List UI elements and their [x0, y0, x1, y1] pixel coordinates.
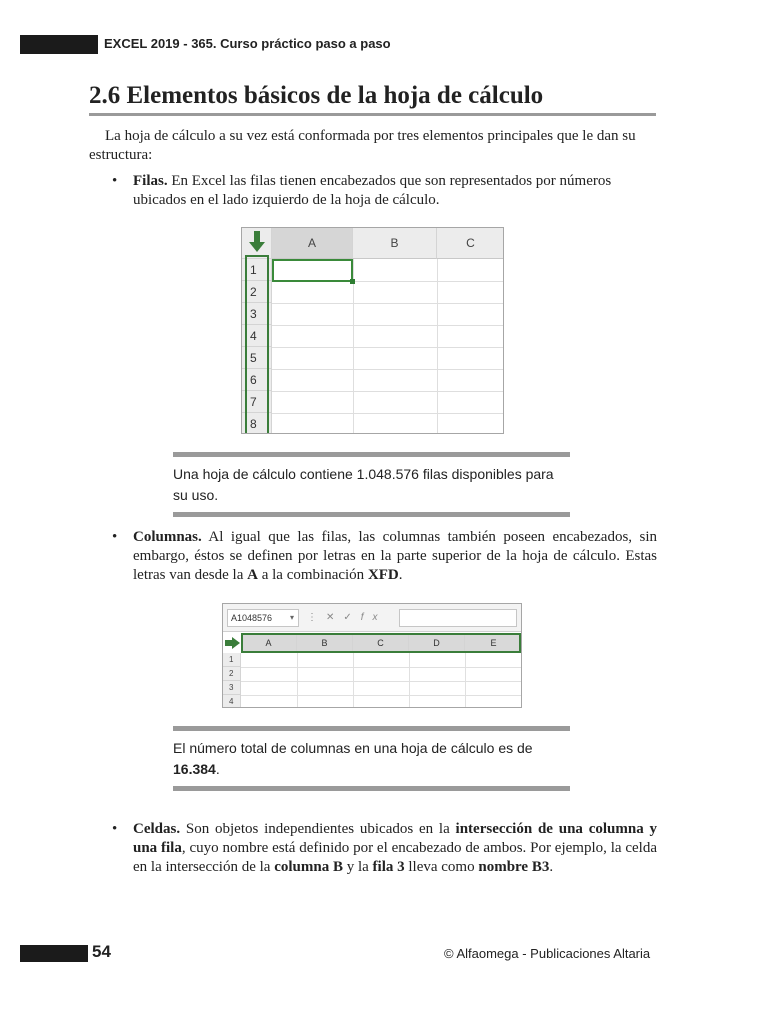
- bullet-text: Al igual que las filas, las columnas también poseen encabezados, sin embargo, éstos se definen por letras en la parte superior de la hoja de cálculo. Estas letras van desde la: [133, 529, 657, 583]
- note-text: El número total de columnas en una hoja de cálculo es de: [173, 740, 533, 756]
- grid-line: [437, 259, 438, 433]
- bullet-text: , cuyo nombre está definido por el encabezado de ambos. Por ejemplo, la celda en la intersección de la: [133, 840, 657, 875]
- grid-line: [409, 653, 410, 707]
- grid-line: [353, 259, 354, 433]
- bullet-text: En Excel las filas tienen encabezados que son representados por números ubicados en el lado izquierdo de la hoja de cálculo.: [133, 173, 612, 208]
- row-header-2: 2: [223, 667, 241, 681]
- bullet-celdas: [133, 820, 657, 877]
- grid-line: [272, 413, 503, 414]
- bullet-text: .: [549, 859, 554, 875]
- grid-line: [465, 653, 466, 707]
- fill-handle: [350, 279, 355, 284]
- bullet-marker: •: [112, 821, 118, 837]
- name-box: [227, 609, 299, 627]
- column-header-c: C: [437, 228, 504, 259]
- grid-line: [272, 391, 503, 392]
- bullet-term: Columnas.: [133, 529, 202, 545]
- bullet-text: .: [398, 567, 403, 583]
- column-header-c: C: [353, 633, 409, 653]
- enter-icon: ✓: [343, 612, 361, 623]
- intro-paragraph: La hoja de cálculo a su vez está conformada por tres elementos principales que le dan su estructura:: [89, 128, 636, 163]
- formula-bar: [223, 604, 521, 632]
- bullet-columnas: [133, 528, 657, 585]
- title-rule: [89, 113, 656, 116]
- column-header-a: A: [241, 633, 297, 653]
- bullet-term: Celdas.: [133, 821, 181, 837]
- bullet-bold: A: [247, 567, 258, 583]
- bullet-bold: nombre B3: [478, 859, 550, 875]
- bullet-filas: [133, 172, 657, 210]
- row-header-3: 3: [242, 303, 272, 325]
- bullet-term: Filas.: [133, 173, 168, 189]
- cancel-icon: ✕: [326, 612, 344, 623]
- bullet-bold: XFD: [367, 567, 399, 583]
- more-icon: ⋮: [307, 612, 326, 623]
- row-header-7: 7: [242, 391, 272, 413]
- column-header-b: B: [297, 633, 353, 653]
- grid-line: [353, 653, 354, 707]
- bullet-text: y la: [342, 859, 373, 875]
- note-rows: Una hoja de cálculo contiene 1.048.576 filas disponibles para su uso.: [173, 452, 570, 517]
- row-header-4: 4: [223, 695, 241, 708]
- grid-line: [272, 325, 503, 326]
- running-title: EXCEL 2019 - 365. Curso práctico paso a paso: [104, 36, 391, 51]
- bullet-bold: columna B: [274, 859, 343, 875]
- bullet-text: a la combinación: [257, 567, 368, 583]
- chevron-down-icon: ▾: [290, 613, 295, 622]
- row-header-1: 1: [223, 653, 241, 667]
- rows-figure: [241, 227, 504, 434]
- grid-line: [272, 303, 503, 304]
- row-headers-highlight: [245, 255, 269, 434]
- column-headers-highlight: [241, 633, 521, 653]
- column-header-b: B: [353, 228, 437, 259]
- row-header-1: 1: [242, 259, 272, 281]
- bullet-text: Son objetos independientes ubicados en la: [180, 821, 456, 837]
- selected-cell-a1: [272, 259, 353, 282]
- formula-icons: [307, 609, 387, 627]
- row-header-5: 5: [242, 347, 272, 369]
- bullet-bold: fila 3: [372, 859, 405, 875]
- row-header-3: 3: [223, 681, 241, 695]
- grid-line: [297, 653, 298, 707]
- row-header-6: 6: [242, 369, 272, 391]
- footer-bar: [20, 945, 88, 962]
- right-arrow-icon: [225, 637, 240, 649]
- name-box-value: A1048576: [231, 613, 273, 623]
- function-icon: fx: [360, 612, 387, 623]
- grid-line: [241, 681, 521, 682]
- footer-copyright: © Alfaomega - Publicaciones Altaria: [444, 946, 651, 961]
- grid-line: [272, 369, 503, 370]
- column-header-a: A: [272, 228, 353, 259]
- bullet-marker: •: [112, 529, 118, 545]
- grid-line: [241, 695, 521, 696]
- bullet-bold: intersección de una columna y una fila: [133, 821, 657, 856]
- grid-line: [241, 667, 521, 668]
- grid-line: [272, 347, 503, 348]
- row-header-2: 2: [242, 281, 272, 303]
- down-arrow-icon: [249, 231, 265, 253]
- section-title: 2.6 Elementos básicos de la hoja de cálculo: [89, 82, 544, 109]
- bullet-text: lleva como: [404, 859, 479, 875]
- row-header-4: 4: [242, 325, 272, 347]
- note-columns: [173, 726, 570, 791]
- header-bar: [20, 35, 98, 54]
- formula-input: [399, 609, 517, 627]
- row-header-8: 8: [242, 413, 272, 434]
- page-number: 54: [92, 942, 111, 961]
- note-end: .: [215, 761, 220, 777]
- note-bold: 16.384: [173, 761, 216, 777]
- column-header-d: D: [409, 633, 465, 653]
- columns-figure: [222, 603, 522, 708]
- column-header-e: E: [465, 633, 522, 653]
- bullet-marker: •: [112, 173, 118, 189]
